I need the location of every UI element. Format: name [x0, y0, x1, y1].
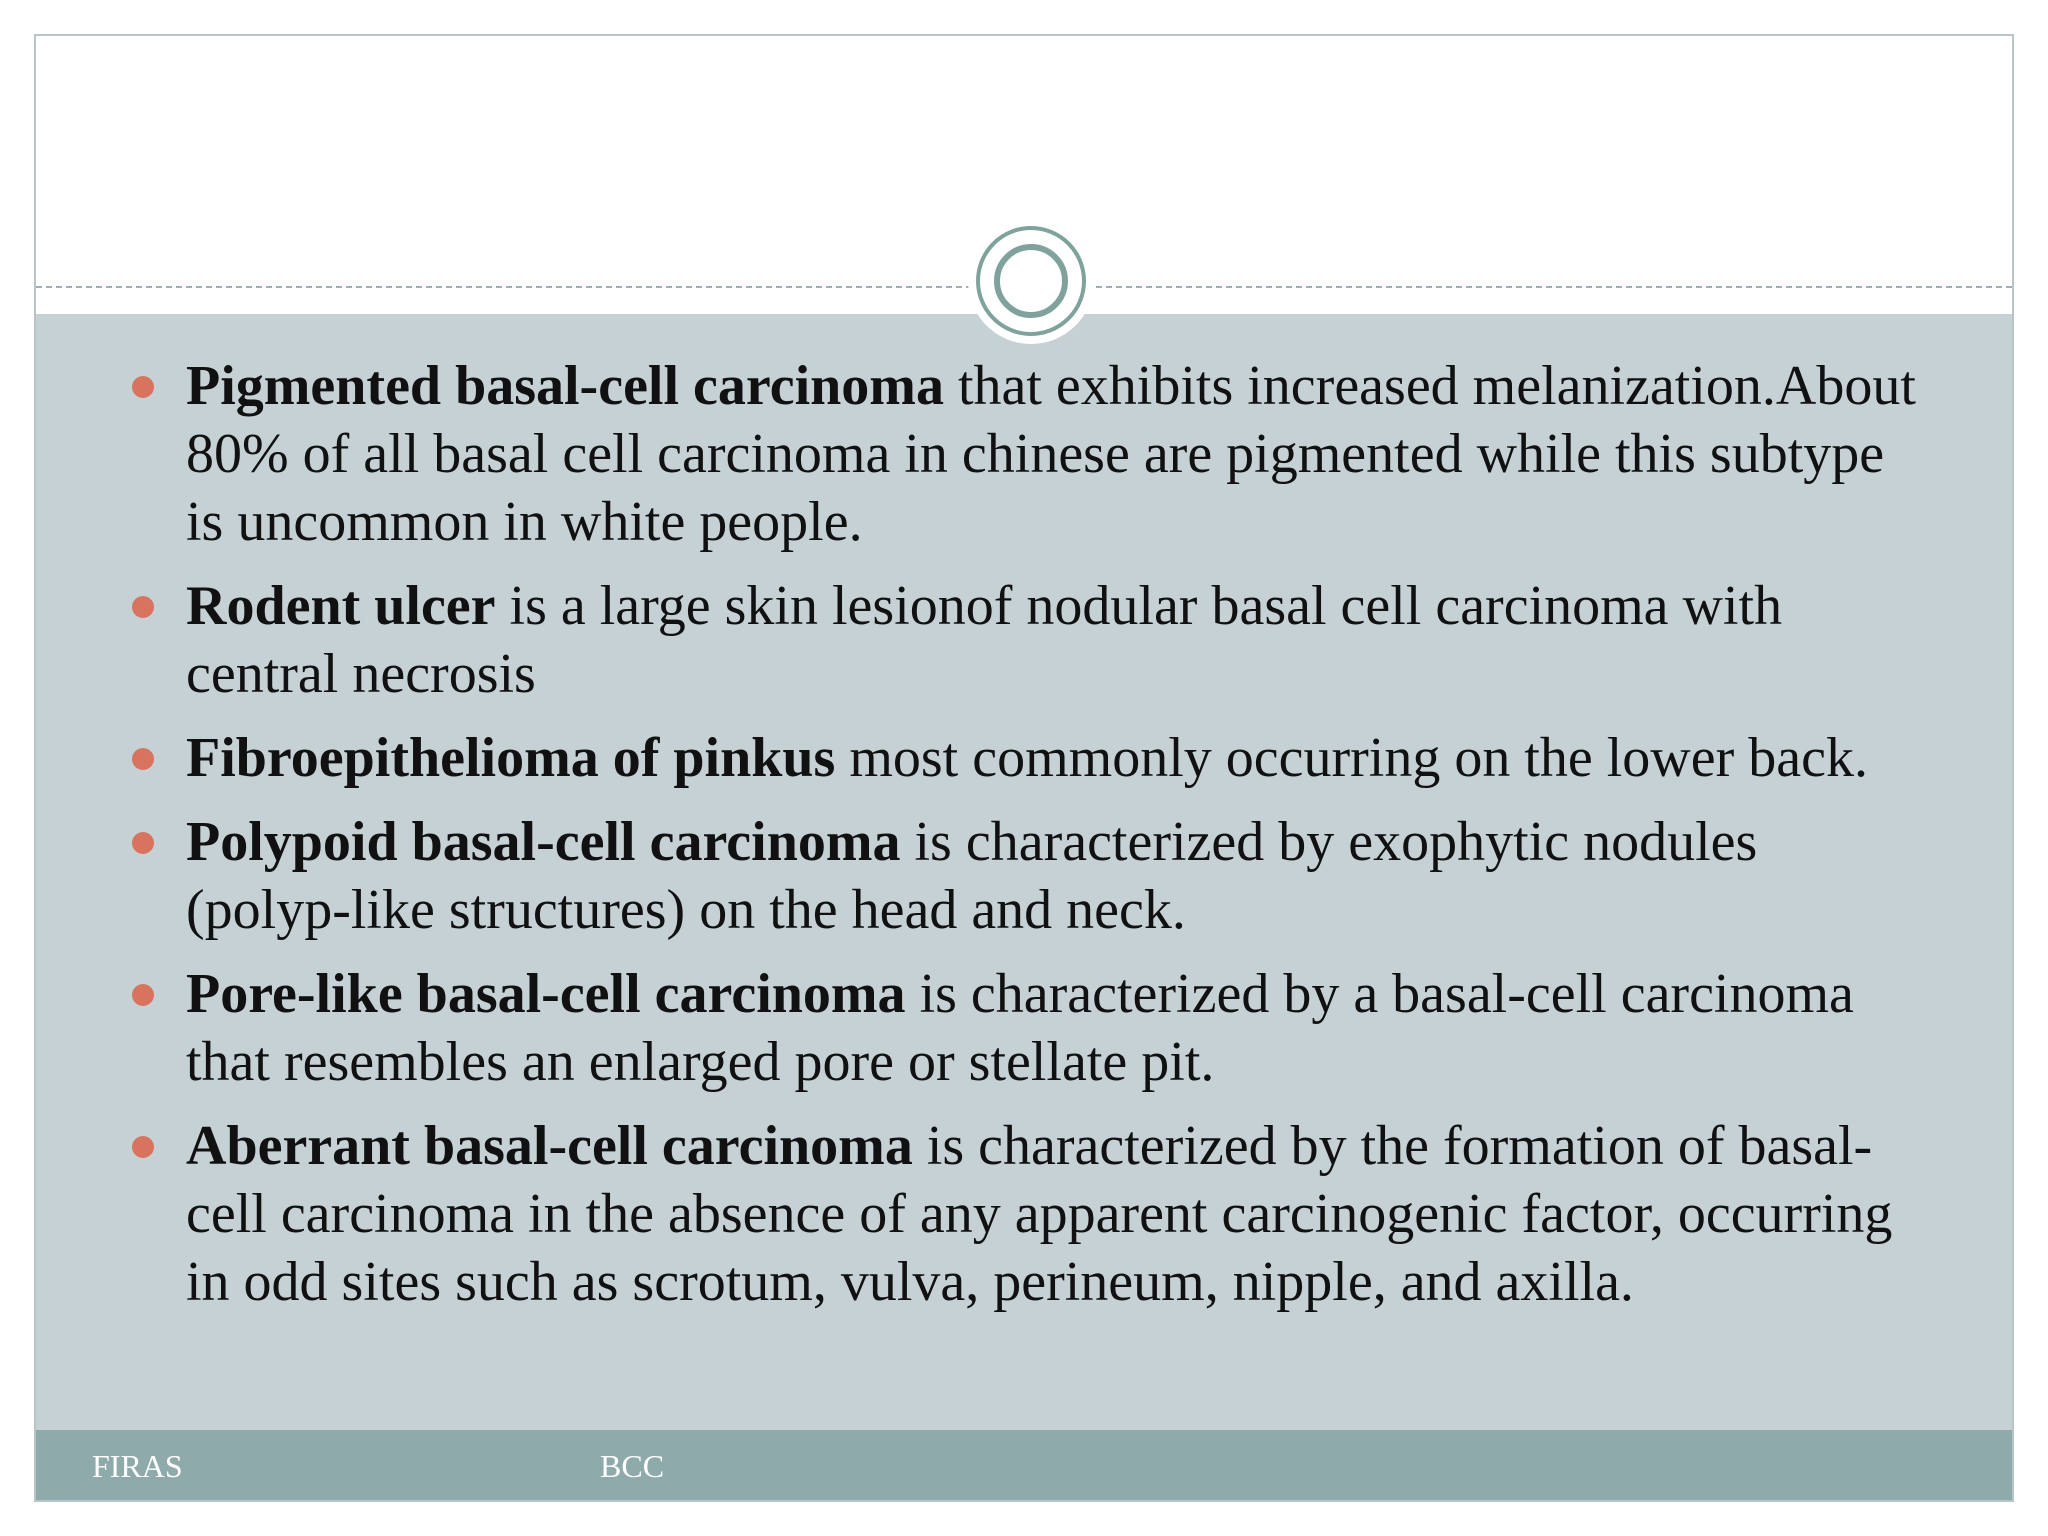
bullet-item	[36, 572, 2012, 708]
bullet-term: Pore-like basal-cell carcinoma	[186, 963, 906, 1025]
bullet-text: is characterized by the formation of basal-cell carcinoma in the absence of any apparent carcinogenic factor, occurring in odd sites such as scrotum, vulva, perineum, nipple, and axilla.	[186, 1115, 1893, 1313]
bullet-dot-icon	[132, 596, 154, 618]
footer-author: FIRAS	[92, 1448, 183, 1484]
bullet-dot-icon	[132, 1136, 154, 1158]
bullet-item	[36, 724, 2012, 792]
bullet-text: that exhibits increased melanization.About 80% of all basal cell carcinoma in chinese are pigmented while this subtype is uncommon in white people.	[186, 355, 1916, 553]
bullet-item	[36, 960, 2012, 1096]
footer-topic: BCC	[600, 1448, 665, 1484]
bullet-dot-icon	[132, 984, 154, 1006]
bullet-item	[36, 1112, 2012, 1316]
bullet-term: Fibroepithelioma of pinkus	[186, 727, 836, 789]
bullet-term: Pigmented basal-cell carcinoma	[186, 355, 944, 417]
ring-inner-icon	[994, 244, 1068, 318]
bullet-text: is characterized by a basal-cell carcinoma that resembles an enlarged pore or stellate pit.	[186, 963, 1854, 1093]
bullet-list	[36, 352, 2012, 1332]
slide-footer	[36, 1430, 2012, 1500]
bullet-dot-icon	[132, 832, 154, 854]
bullet-dot-icon	[132, 376, 154, 398]
slide	[34, 34, 2014, 1502]
bullet-dot-icon	[132, 748, 154, 770]
bullet-term: Aberrant basal-cell carcinoma	[186, 1115, 913, 1177]
ring-ornament-icon	[976, 226, 1086, 336]
bullet-text: is characterized by exophytic nodules (polyp-like structures) on the head and neck.	[186, 811, 1758, 941]
bullet-item	[36, 808, 2012, 944]
bullet-text: most commonly occurring on the lower back.	[835, 727, 1868, 789]
bullet-item	[36, 352, 2012, 556]
bullet-text: is a large skin lesionof nodular basal cell carcinoma with central necrosis	[186, 575, 1783, 705]
bullet-term: Polypoid basal-cell carcinoma	[186, 811, 901, 873]
bullet-term: Rodent ulcer	[186, 575, 496, 637]
